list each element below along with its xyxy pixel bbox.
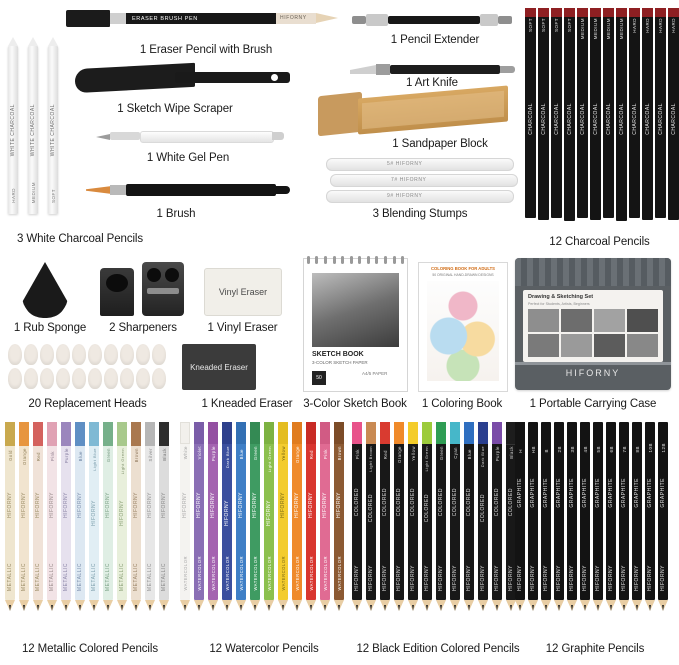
watercolor-pencil[interactable]: Orange HIFORNY WATERCOLOR: [292, 422, 302, 600]
caption-carrying-case: 1 Portable Carrying Case: [529, 398, 657, 410]
metallic-pencil[interactable]: Red HIFORNY METALLIC: [33, 422, 43, 600]
replacement-head[interactable]: [152, 344, 166, 365]
graphite-pencil[interactable]: B GRAPHITE HIFORNY: [541, 422, 551, 600]
caption-metallic: 12 Metallic Colored Pencils: [21, 643, 158, 655]
graphite-pencil[interactable]: 5B GRAPHITE HIFORNY: [593, 422, 603, 600]
black-edition-color-cap: [352, 422, 362, 444]
case-brand: HIFORNY: [565, 368, 621, 378]
replacement-head[interactable]: [152, 368, 166, 389]
pencil-extender[interactable]: [352, 12, 512, 28]
coloring-book-subtitle: 50 ORIGINAL HAND-DRAWN DESIGNS: [432, 273, 494, 277]
black-edition-pencil[interactable]: Pink COLORED HIFORNY: [352, 422, 362, 600]
caption-charcoal-pencils: 12 Charcoal Pencils: [549, 236, 650, 248]
caption-rub-sponge: 1 Rub Sponge: [13, 322, 87, 334]
charcoal-pencil[interactable]: CHARCOAL MEDIUM: [603, 8, 614, 218]
case-title: Drawing & Sketching Set: [528, 294, 594, 300]
watercolor-color-name: White: [182, 446, 188, 460]
stump-size: 7#: [391, 177, 398, 183]
caption-white-charcoal: 3 White Charcoal Pencils: [16, 233, 144, 245]
eraser-brush-pen-label: ERASER BRUSH PEN: [132, 15, 198, 22]
graphite-pencil[interactable]: 12B GRAPHITE HIFORNY: [658, 422, 668, 600]
replacement-head[interactable]: [8, 368, 22, 389]
black-edition-pencil[interactable]: Black COLORED HIFORNY: [506, 422, 516, 600]
white-charcoal-grade: HARD: [10, 188, 16, 203]
black-edition-pencils-group: [352, 422, 520, 612]
graphite-pencil[interactable]: 8B GRAPHITE HIFORNY: [632, 422, 642, 600]
graphite-pencil[interactable]: 7B GRAPHITE HIFORNY: [619, 422, 629, 600]
graphite-pencil[interactable]: 4B GRAPHITE HIFORNY: [580, 422, 590, 600]
case-front-panel: [523, 290, 663, 362]
caption-sandpaper-block: 1 Sandpaper Block: [392, 138, 488, 150]
replacement-head[interactable]: [120, 344, 134, 365]
art-knife[interactable]: [350, 62, 515, 78]
charcoal-grade: SOFT: [528, 18, 533, 32]
charcoal-label: CHARCOAL: [527, 103, 534, 135]
graphite-pencil[interactable]: 2B GRAPHITE HIFORNY: [554, 422, 564, 600]
watercolor-pencil[interactable]: Green HIFORNY WATERCOLOR: [250, 422, 260, 600]
caption-blending-stumps: 3 Blending Stumps: [372, 208, 468, 220]
watercolor-pencil[interactable]: Purple HIFORNY WATERCOLOR: [208, 422, 218, 600]
eraser-brush-head: [66, 10, 110, 27]
black-edition-pencil[interactable]: Yellow COLORED HIFORNY: [408, 422, 418, 600]
watercolor-pencil[interactable]: Violet HIFORNY WATERCOLOR: [194, 422, 204, 600]
watercolor-pencil[interactable]: Light Green HIFORNY WATERCOLOR: [264, 422, 274, 600]
caption-pencil-extender: 1 Pencil Extender: [390, 34, 480, 46]
replacement-head[interactable]: [24, 368, 38, 389]
watercolor-pencil[interactable]: White HIFORNY WATERCOLOR: [180, 422, 190, 600]
black-edition-pencil[interactable]: Red COLORED HIFORNY: [380, 422, 390, 600]
white-gel-pen[interactable]: [96, 130, 286, 142]
metallic-pencil[interactable]: Blue HIFORNY METALLIC: [75, 422, 85, 600]
caption-kneaded-eraser: 1 Kneaded Eraser: [201, 398, 293, 410]
coloring-book-art: [427, 281, 499, 381]
charcoal-pencils-group: [525, 8, 675, 226]
white-charcoal-label: WHITE CHARCOAL: [10, 103, 16, 157]
black-edition-pencil[interactable]: Purple COLORED HIFORNY: [492, 422, 502, 600]
watercolor-pencils-group: [180, 422, 348, 612]
caption-replacement-heads: 20 Replacement Heads: [28, 398, 147, 410]
coloring-book-title: COLORING BOOK FOR ADULTS: [431, 266, 495, 271]
charcoal-pencil[interactable]: CHARCOAL HARD: [629, 8, 640, 218]
stump-brand: HIFORNY: [395, 161, 423, 167]
charcoal-pencil[interactable]: CHARCOAL SOFT: [564, 8, 575, 221]
caption-black-edition: 12 Black Edition Colored Pencils: [356, 643, 520, 655]
metallic-pencil[interactable]: Light Blue HIFORNY METALLIC: [89, 422, 99, 600]
replacement-heads-group: [8, 344, 168, 390]
charcoal-pencil[interactable]: [525, 8, 536, 218]
charcoal-pencil[interactable]: CHARCOAL SOFT: [538, 8, 549, 220]
replacement-head[interactable]: [104, 344, 118, 365]
graphite-pencil[interactable]: 3B GRAPHITE HIFORNY: [567, 422, 577, 600]
watercolor-pencil[interactable]: Red HIFORNY WATERCOLOR: [306, 422, 316, 600]
white-charcoal-label: WHITE CHARCOAL: [50, 103, 56, 157]
caption-vinyl-eraser: 1 Vinyl Eraser: [207, 322, 278, 334]
replacement-head[interactable]: [40, 368, 54, 389]
vinyl-eraser-label: Vinyl Eraser: [218, 287, 268, 297]
watercolor-pencil[interactable]: Yellow HIFORNY WATERCOLOR: [278, 422, 288, 600]
stump-brand: HIFORNY: [399, 177, 427, 183]
replacement-head[interactable]: [56, 368, 70, 389]
replacement-head[interactable]: [56, 344, 70, 365]
metallic-pencil[interactable]: Brown HIFORNY METALLIC: [131, 422, 141, 600]
replacement-head[interactable]: [88, 344, 102, 365]
charcoal-pencil[interactable]: CHARCOAL MEDIUM: [616, 8, 627, 221]
sandpaper-block[interactable]: [318, 88, 508, 140]
stump-size: 5#: [387, 161, 394, 167]
caption-sharpeners: 2 Sharpeners: [109, 322, 177, 334]
metallic-pencil[interactable]: Green HIFORNY METALLIC: [103, 422, 113, 600]
watercolor-color-cap: [180, 422, 190, 444]
graphite-pencils-group: [515, 422, 675, 612]
carrying-case[interactable]: [515, 258, 671, 390]
graphite-pencil[interactable]: 6B GRAPHITE HIFORNY: [606, 422, 616, 600]
blending-stump[interactable]: [326, 190, 514, 203]
white-charcoal-label: WHITE CHARCOAL: [30, 103, 36, 157]
graphite-grade: H: [517, 449, 523, 453]
black-edition-pencil[interactable]: Dark Blue COLORED HIFORNY: [478, 422, 488, 600]
metallic-pencil[interactable]: Gold HIFORNY METALLIC: [5, 422, 15, 600]
replacement-head[interactable]: [104, 368, 118, 389]
case-lid: [515, 258, 671, 286]
metallic-pencil[interactable]: Pink HIFORNY METALLIC: [47, 422, 57, 600]
black-edition-pencil[interactable]: Blue COLORED HIFORNY: [464, 422, 474, 600]
graphite-pencil[interactable]: H GRAPHITE HIFORNY: [515, 422, 525, 600]
spiral-binding: [304, 256, 407, 264]
replacement-head[interactable]: [8, 344, 22, 365]
black-edition-pencil[interactable]: Orange COLORED HIFORNY: [394, 422, 404, 600]
charcoal-pencil[interactable]: CHARCOAL MEDIUM: [577, 8, 588, 218]
coloring-book[interactable]: [418, 262, 508, 392]
sharpener-double[interactable]: [142, 262, 184, 316]
case-zipper: [515, 362, 671, 365]
blending-stump[interactable]: [330, 174, 518, 187]
graphite-pencil[interactable]: HB GRAPHITE HIFORNY: [528, 422, 538, 600]
replacement-head[interactable]: [120, 368, 134, 389]
sketch-book[interactable]: SKETCH BOOK 3-COLOR SKETCH PAPER 50 A4/5 PAPER: [303, 258, 408, 392]
replacement-head[interactable]: [136, 368, 150, 389]
black-edition-pencil[interactable]: Green COLORED HIFORNY: [436, 422, 446, 600]
vinyl-eraser[interactable]: [204, 268, 282, 316]
replacement-head[interactable]: [24, 344, 38, 365]
graphite-pencil[interactable]: 10B GRAPHITE HIFORNY: [645, 422, 655, 600]
watercolor-pencil[interactable]: Pink HIFORNY WATERCOLOR: [320, 422, 330, 600]
caption-graphite: 12 Graphite Pencils: [545, 643, 645, 655]
white-charcoal-pencil[interactable]: [28, 46, 38, 214]
caption-sketch-book: 3-Color Sketch Book: [303, 398, 407, 410]
caption-art-knife: 1 Art Knife: [406, 77, 458, 89]
metallic-pencil[interactable]: Light Green HIFORNY METALLIC: [117, 422, 127, 600]
caption-eraser-pencil: 1 Eraser Pencil with Brush: [139, 44, 273, 56]
caption-coloring-book: 1 Coloring Book: [421, 398, 503, 410]
watercolor-pencil[interactable]: Blue HIFORNY WATERCOLOR: [236, 422, 246, 600]
charcoal-pencil[interactable]: CHARCOAL MEDIUM: [590, 8, 601, 220]
eraser-pencil-body: [126, 13, 282, 24]
caption-brush: 1 Brush: [156, 208, 196, 220]
charcoal-pencil[interactable]: CHARCOAL SOFT: [551, 8, 562, 218]
sketch-book-cover-image: [312, 273, 399, 347]
caption-watercolor: 12 Watercolor Pencils: [209, 643, 319, 655]
eraser-pencil-with-brush[interactable]: [66, 8, 338, 30]
case-subtitle: Perfect for Students, Artists, Beginners: [528, 302, 590, 306]
blending-stump[interactable]: [326, 158, 514, 171]
metallic-pencil[interactable]: Orange HIFORNY METALLIC: [19, 422, 29, 600]
replacement-head[interactable]: [72, 368, 86, 389]
rub-sponge[interactable]: [22, 262, 68, 318]
white-charcoal-grade: SOFT: [50, 189, 56, 203]
replacement-head[interactable]: [72, 344, 86, 365]
stump-brand: HIFORNY: [395, 193, 423, 199]
kneaded-eraser[interactable]: [182, 344, 256, 390]
black-edition-pencil[interactable]: Cyan COLORED HIFORNY: [450, 422, 460, 600]
sharpener-single[interactable]: [100, 268, 134, 316]
stump-size: 9#: [387, 193, 394, 199]
replacement-head[interactable]: [40, 344, 54, 365]
caption-white-gel-pen: 1 White Gel Pen: [146, 152, 230, 164]
white-charcoal-pencil[interactable]: [48, 46, 58, 214]
paint-brush[interactable]: [86, 180, 292, 200]
black-edition-pencil[interactable]: Light Green COLORED HIFORNY: [422, 422, 432, 600]
sketch-book-subtitle: 3-COLOR SKETCH PAPER: [312, 360, 368, 365]
blending-stumps-group: [326, 158, 516, 206]
replacement-head[interactable]: [88, 368, 102, 389]
charcoal-pencil[interactable]: CHARCOAL HARD: [655, 8, 666, 218]
watercolor-pencil[interactable]: Dark Blue HIFORNY WATERCOLOR: [222, 422, 232, 600]
metallic-pencil[interactable]: Silver HIFORNY METALLIC: [145, 422, 155, 600]
caption-sketch-wipe: 1 Sketch Wipe Scraper: [117, 103, 233, 115]
sketch-wipe-scraper[interactable]: [75, 64, 290, 92]
black-edition-pencil[interactable]: Light Brown COLORED HIFORNY: [366, 422, 376, 600]
metallic-pencils-group: [5, 422, 173, 612]
charcoal-pencil[interactable]: CHARCOAL HARD: [668, 8, 679, 220]
kneaded-eraser-label: Kneaded Eraser: [190, 362, 248, 372]
replacement-head[interactable]: [136, 344, 150, 365]
metallic-pencil[interactable]: Black HIFORNY METALLIC: [159, 422, 169, 600]
metallic-color-name: Gold: [7, 450, 13, 461]
white-charcoal-grade: MEDIUM: [30, 181, 36, 203]
brand-label: HIFORNY: [280, 15, 307, 21]
metallic-color-cap: [5, 422, 15, 446]
charcoal-pencil[interactable]: CHARCOAL HARD: [642, 8, 653, 220]
black-edition-color-name: Pink: [354, 448, 360, 459]
white-charcoal-pencil[interactable]: [8, 46, 18, 214]
metallic-pencil[interactable]: Purple HIFORNY METALLIC: [61, 422, 71, 600]
watercolor-pencil[interactable]: Brown HIFORNY WATERCOLOR: [334, 422, 344, 600]
sketch-book-title: SKETCH BOOK: [312, 351, 364, 358]
